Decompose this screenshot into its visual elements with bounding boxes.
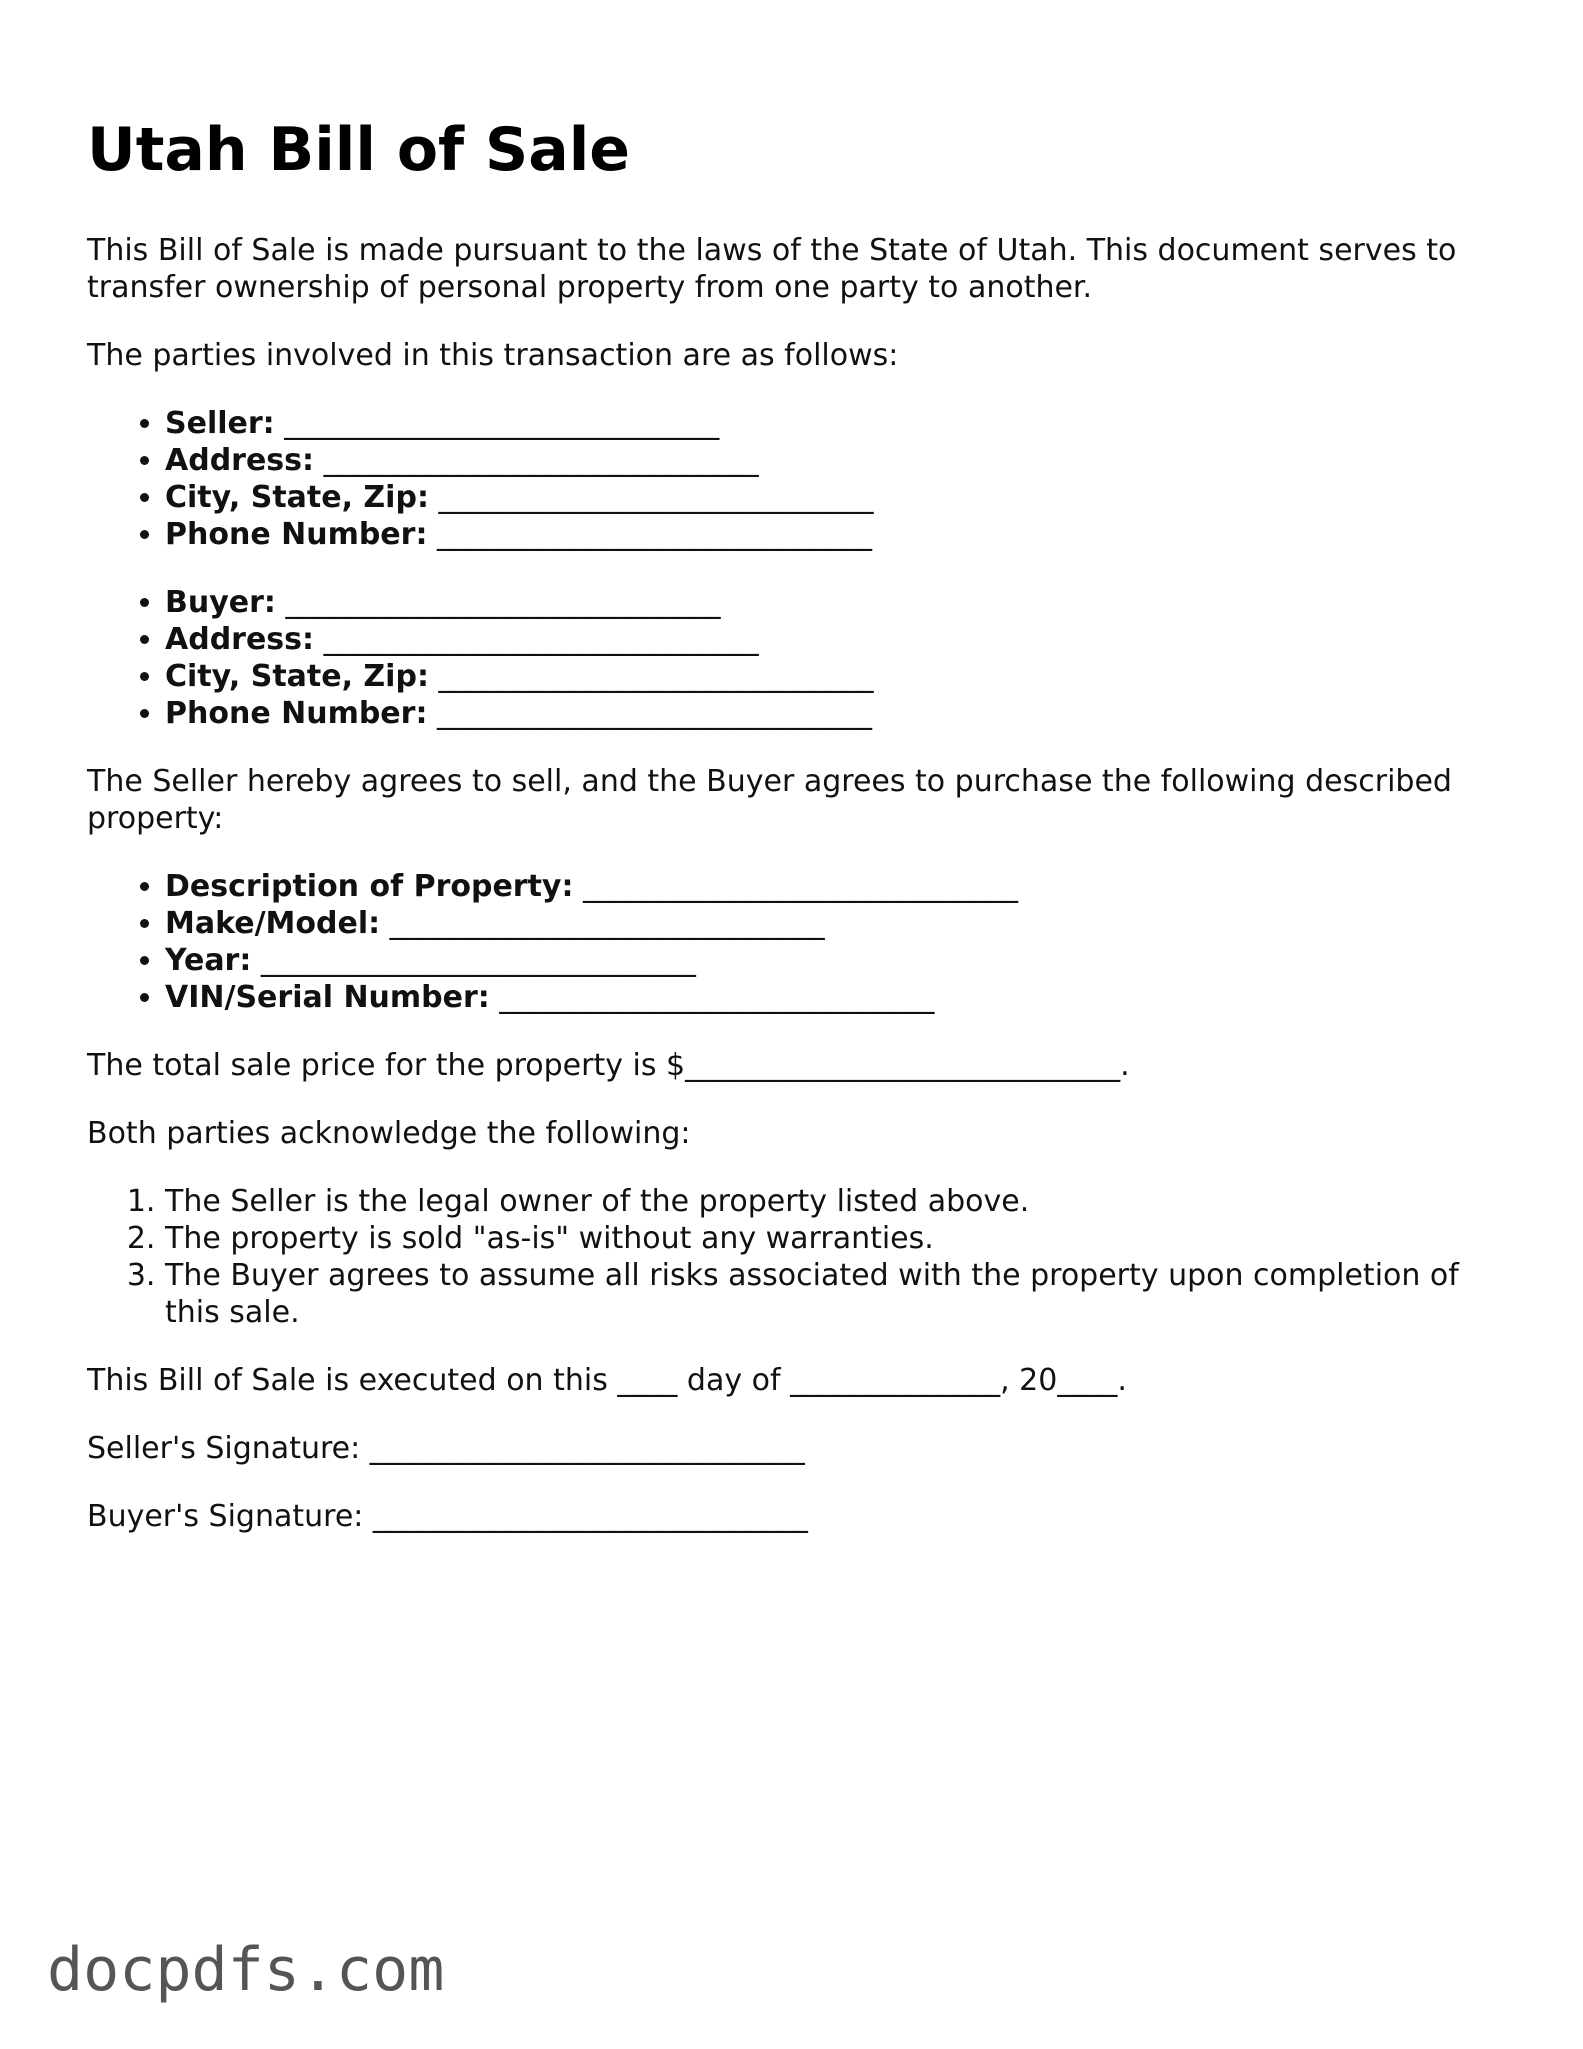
- field-label: Address:: [165, 443, 315, 478]
- property-fields-list: [87, 868, 1507, 1016]
- acknowledgement-item: 1. The Seller is the legal owner of the property listed above.: [165, 1183, 1507, 1220]
- buyer-fields-list: [87, 584, 1507, 732]
- parties-intro: The parties involved in this transaction are as follows:: [87, 338, 899, 373]
- property-description-field: [165, 868, 1507, 905]
- make-model-field: [165, 905, 1507, 942]
- buyer-phone-field: [165, 695, 1507, 732]
- acknowledge-intro: Both parties acknowledge the following:: [87, 1116, 691, 1151]
- field-label: Year:: [165, 943, 252, 978]
- field-label: Phone Number:: [165, 696, 428, 731]
- buyer-field: [165, 584, 1507, 621]
- page-title: Utah Bill of Sale: [87, 115, 630, 185]
- field-label: Address:: [165, 622, 315, 657]
- field-label: Make/Model:: [165, 906, 381, 941]
- fill-blank[interactable]: _____________________________: [499, 980, 935, 1015]
- fill-blank[interactable]: _____________________________: [437, 696, 872, 731]
- sale-price-line: The total sale price for the property is $_____________________________.: [87, 1048, 1130, 1083]
- seller-signature-line: Seller's Signature: _____________________________: [87, 1431, 805, 1466]
- buyer-signature-line: Buyer's Signature: _____________________________: [87, 1499, 808, 1534]
- seller-phone-field: [165, 516, 1507, 553]
- document-page: [87, 108, 1507, 1566]
- fill-blank[interactable]: _____________________________: [438, 659, 874, 694]
- intro-paragraph: This Bill of Sale is made pursuant to the laws of the State of Utah. This document serves to transfer ownership of personal property from one party to another.: [87, 233, 1457, 305]
- acknowledgements-list: [87, 1183, 1507, 1331]
- acknowledgement-item: 2. The property is sold "as-is" without any warranties.: [165, 1220, 1507, 1257]
- acknowledgement-item: 3. The Buyer agrees to assume all risks associated with the property upon completion of this sale.: [165, 1257, 1507, 1331]
- fill-blank[interactable]: _____________________________: [438, 480, 874, 515]
- buyer-city-state-zip-field: [165, 658, 1507, 695]
- fill-blank[interactable]: _____________________________: [284, 406, 720, 441]
- year-field: [165, 942, 1507, 979]
- fill-blank[interactable]: _____________________________: [323, 622, 759, 657]
- agreement-paragraph: The Seller hereby agrees to sell, and the Buyer agrees to purchase the following described property:: [87, 764, 1452, 836]
- vin-serial-field: [165, 979, 1507, 1016]
- fill-blank[interactable]: _____________________________: [389, 906, 825, 941]
- field-label: Phone Number:: [165, 517, 428, 552]
- fill-blank[interactable]: _____________________________: [437, 517, 872, 552]
- seller-fields-list: [87, 405, 1507, 553]
- execution-date-line: This Bill of Sale is executed on this ____ day of ______________, 20____.: [87, 1363, 1127, 1398]
- fill-blank[interactable]: _____________________________: [583, 869, 1019, 904]
- fill-blank[interactable]: _____________________________: [260, 943, 696, 978]
- fill-blank[interactable]: _____________________________: [285, 585, 721, 620]
- field-label: Buyer:: [165, 585, 276, 620]
- fill-blank[interactable]: _____________________________: [323, 443, 759, 478]
- seller-city-state-zip-field: [165, 479, 1507, 516]
- field-label: VIN/Serial Number:: [165, 980, 490, 1015]
- watermark-logo: docpdfs.com: [47, 1935, 445, 2005]
- field-label: Description of Property:: [165, 869, 574, 904]
- field-label: Seller:: [165, 406, 275, 441]
- seller-field: [165, 405, 1507, 442]
- field-label: City, State, Zip:: [165, 480, 429, 515]
- seller-address-field: [165, 442, 1507, 479]
- buyer-address-field: [165, 621, 1507, 658]
- field-label: City, State, Zip:: [165, 659, 429, 694]
